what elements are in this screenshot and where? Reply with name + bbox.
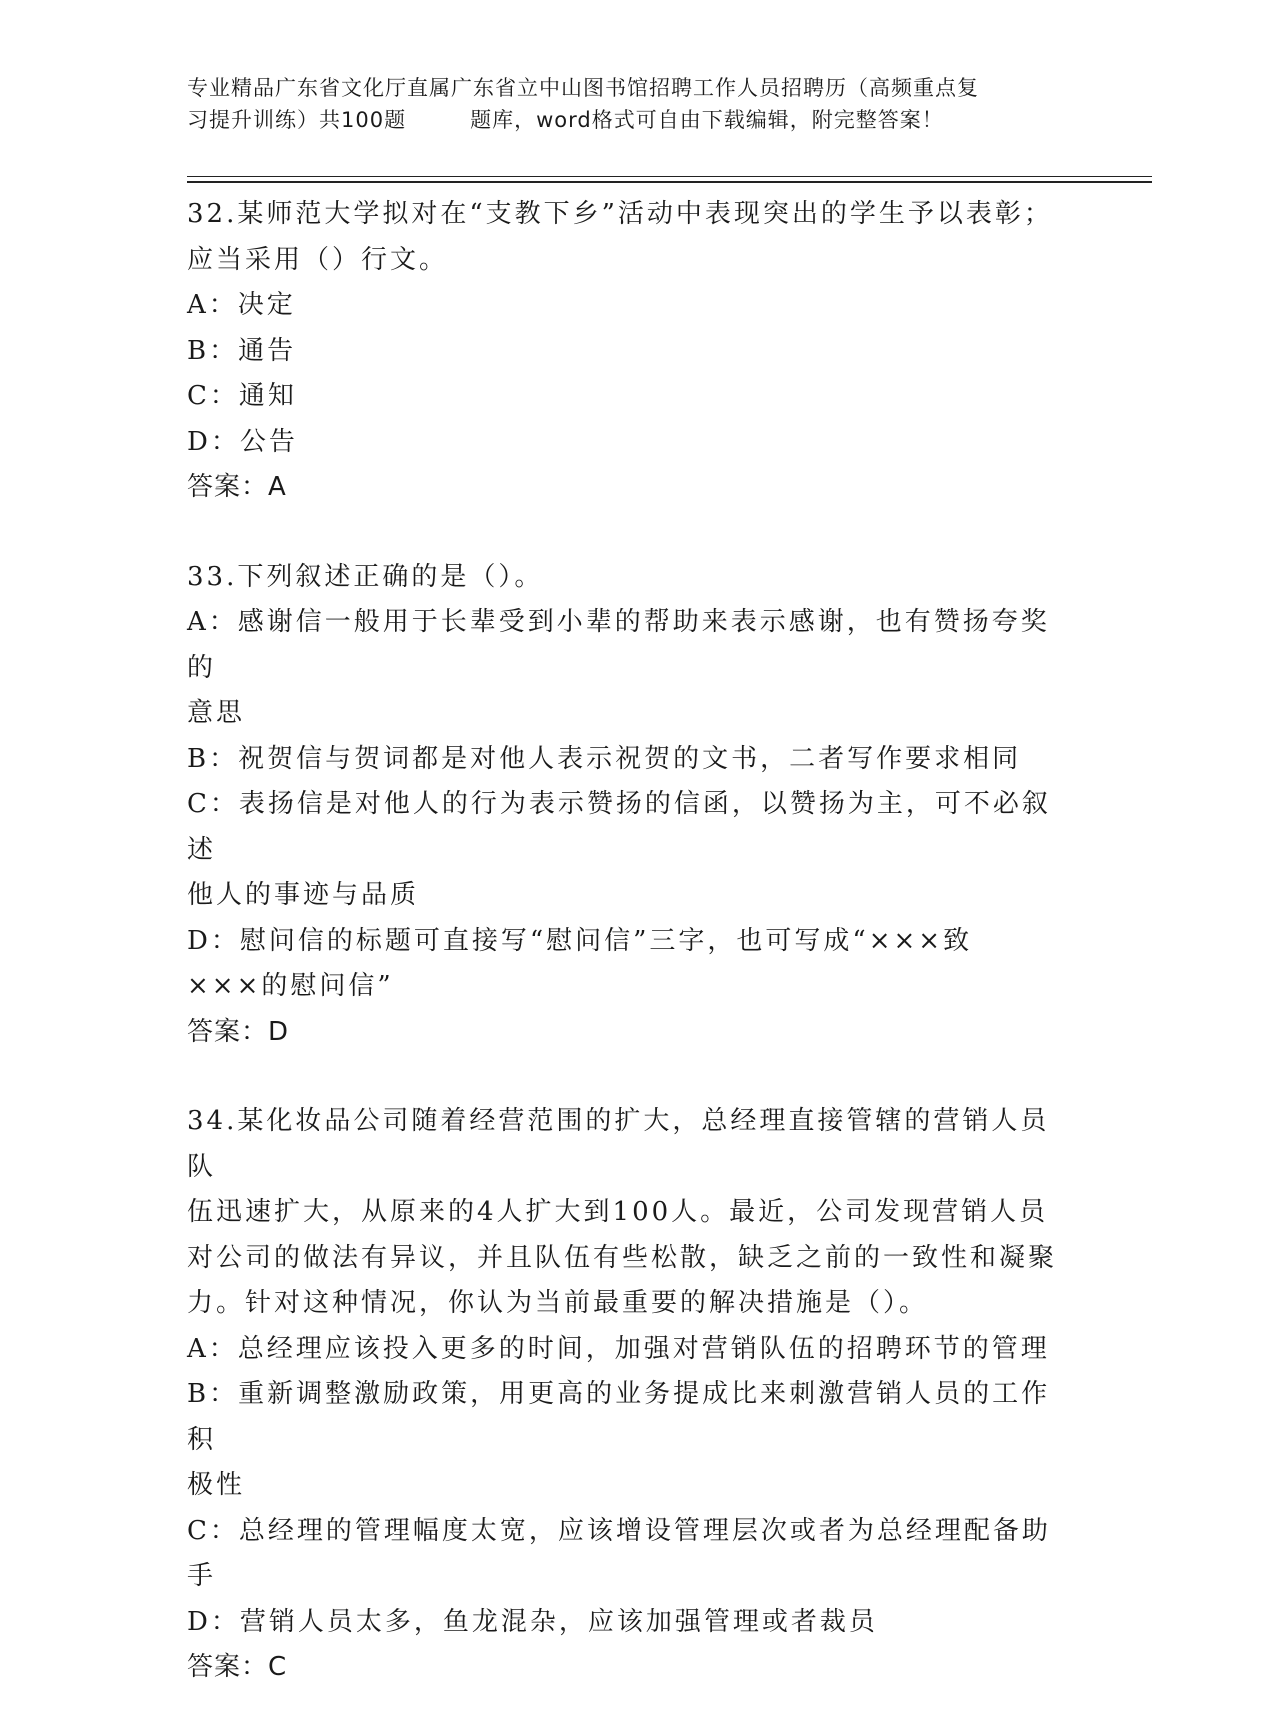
option-c-continued: 他人的事迹与品质 xyxy=(187,880,420,910)
question-text: 33.下列叙述正确的是（）。 xyxy=(187,561,544,592)
question-text: 力。针对这种情况，你认为当前最重要的解决措施是（）。 xyxy=(187,1288,929,1318)
question-text: 应当采用（）行文。 xyxy=(187,244,449,275)
header-divider-thick xyxy=(187,181,1152,183)
question-text: 32.某师范大学拟对在“支教下乡”活动中表现突出的学生予以表彰； xyxy=(187,199,1053,229)
question-34 xyxy=(187,1099,1067,1691)
option-b-continued: 极性 xyxy=(187,1470,246,1500)
question-text: 34.某化妆品公司随着经营范围的扩大，总经理直接管辖的营销人员队 xyxy=(187,1106,1050,1182)
answer: 答案：C xyxy=(187,1652,288,1682)
question-list xyxy=(187,192,1067,1735)
question-32 xyxy=(187,192,1067,511)
option-a-continued: 意思 xyxy=(187,698,246,728)
option-a: A：感谢信一般用于长辈受到小辈的帮助来表示感谢，也有赞扬夸奖的 xyxy=(187,607,1050,683)
question-text: 伍迅速扩大，从原来的4人扩大到100人。最近，公司发现营销人员 xyxy=(187,1197,1049,1227)
option-d-continued: ×××的慰问信” xyxy=(187,971,394,1001)
header-line-2 xyxy=(187,104,1087,136)
answer: 答案：A xyxy=(187,472,287,502)
option-d: D：营销人员太多，鱼龙混杂，应该加强管理或者裁员 xyxy=(187,1606,878,1637)
option-c: C：总经理的管理幅度太宽，应该增设管理层次或者为总经理配备助手 xyxy=(187,1515,1051,1591)
option-a: A：决定 xyxy=(187,290,296,320)
header-line-1: 专业精品广东省文化厅直属广东省立中山图书馆招聘工作人员招聘历（高频重点复 xyxy=(187,76,979,100)
option-c: C：表扬信是对他人的行为表示赞扬的信函，以赞扬为主，可不必叙述 xyxy=(187,789,1051,865)
option-a: A：总经理应该投入更多的时间，加强对营销队伍的招聘环节的管理 xyxy=(187,1333,1050,1364)
option-d: D：慰问信的标题可直接写“慰问信”三字，也可写成“×××致 xyxy=(187,925,973,956)
answer: 答案：D xyxy=(187,1016,290,1047)
header-line-2-left: 习提升训练）共100题 xyxy=(187,108,407,132)
header-line-2-right: 题库，word格式可自由下载编辑，附完整答案！ xyxy=(470,108,944,132)
option-b: B：祝贺信与贺词都是对他人表示祝贺的文书，二者写作要求相同 xyxy=(187,743,1022,774)
option-b: B：重新调整激励政策，用更高的业务提成比来刺激营销人员的工作积 xyxy=(187,1379,1051,1455)
option-c: C：通知 xyxy=(187,381,297,411)
question-33 xyxy=(187,555,1067,1056)
option-d: D：公告 xyxy=(187,426,298,457)
header-divider-thin xyxy=(187,176,1152,177)
question-text: 对公司的做法有异议，并且队伍有些松散，缺乏之前的一致性和凝聚 xyxy=(187,1242,1058,1273)
option-b: B：通告 xyxy=(187,335,297,366)
page-header xyxy=(187,72,1087,136)
